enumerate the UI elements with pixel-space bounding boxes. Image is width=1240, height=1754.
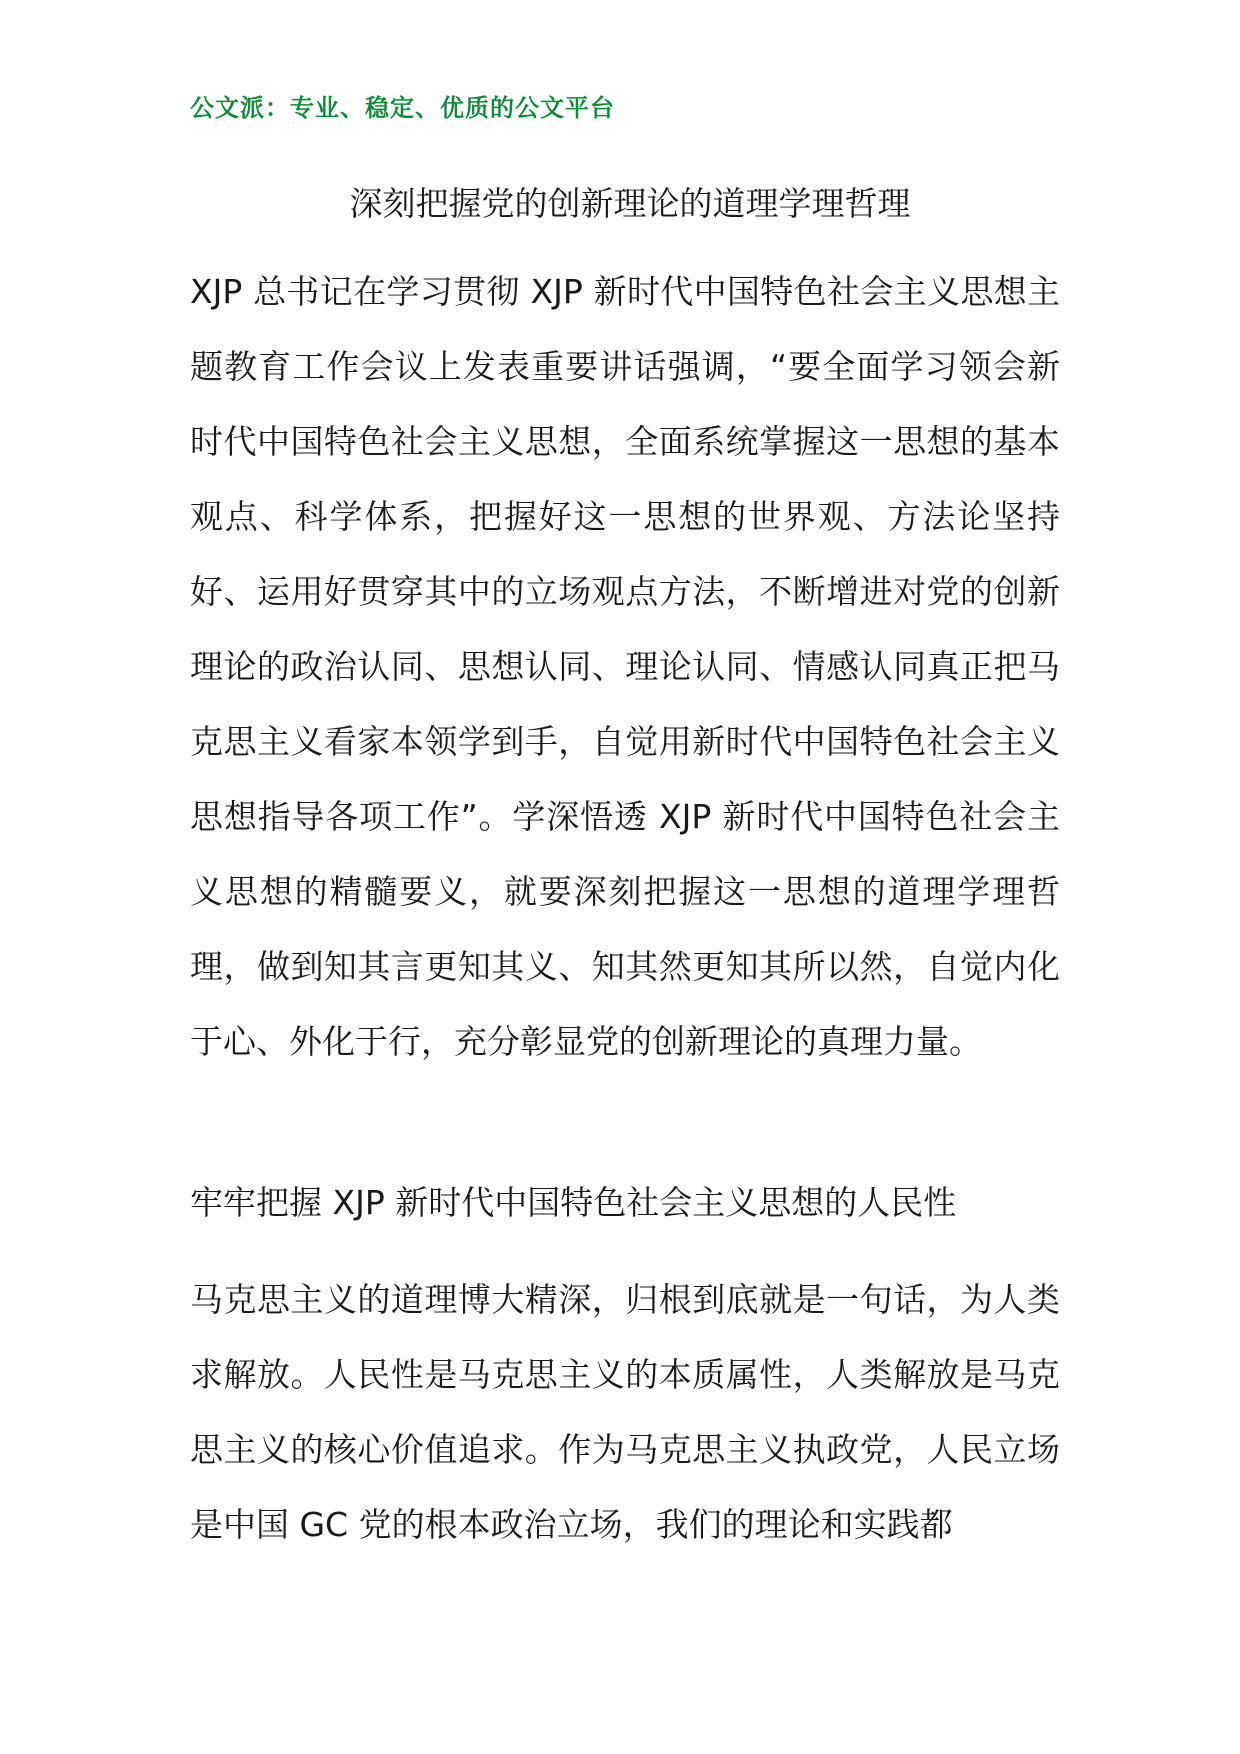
brand-header: 公文派：专业、稳定、优质的公文平台: [190, 93, 615, 122]
section-heading: 牢牢把握 XJP 新时代中国特色社会主义思想的人民性: [190, 1183, 957, 1222]
body-paragraph-1: XJP 总书记在学习贯彻 XJP 新时代中国特色社会主义思想主题教育工作会议上发表重要讲话强调，“要全面学习领会新时代中国特色社会主义思想，全面系统掌握这一思想的基本观点、科学体系，把握好这一思想的世界观、方法论坚持好、运用好贯穿其中的立场观点方法，不断增进对党的创新理论的政治认同、思想认同、理论认同、情感认同真正把马克思主义看家本领学到手，自觉用新时代中国特色社会主义思想指导各项工作”。学深悟透 XJP 新时代中国特色社会主义思想的精髓要义，就要深刻把握这一思想的道理学理哲理，做到知其言更知其义、知其然更知其所以然，自觉内化于心、外化于行，充分彰显党的创新理论的真理力量。: [190, 272, 1060, 1061]
document-title: 深刻把握党的创新理论的道理学理哲理: [349, 184, 911, 223]
body-paragraph-2: 马克思主义的道理博大精深，归根到底就是一句话，为人类求解放。人民性是马克思主义的本质属性，人类解放是马克思主义的核心价值追求。作为马克思主义执政党，人民立场是中国 GC 党的根本政治立场，我们的理论和实践都: [190, 1280, 1060, 1544]
